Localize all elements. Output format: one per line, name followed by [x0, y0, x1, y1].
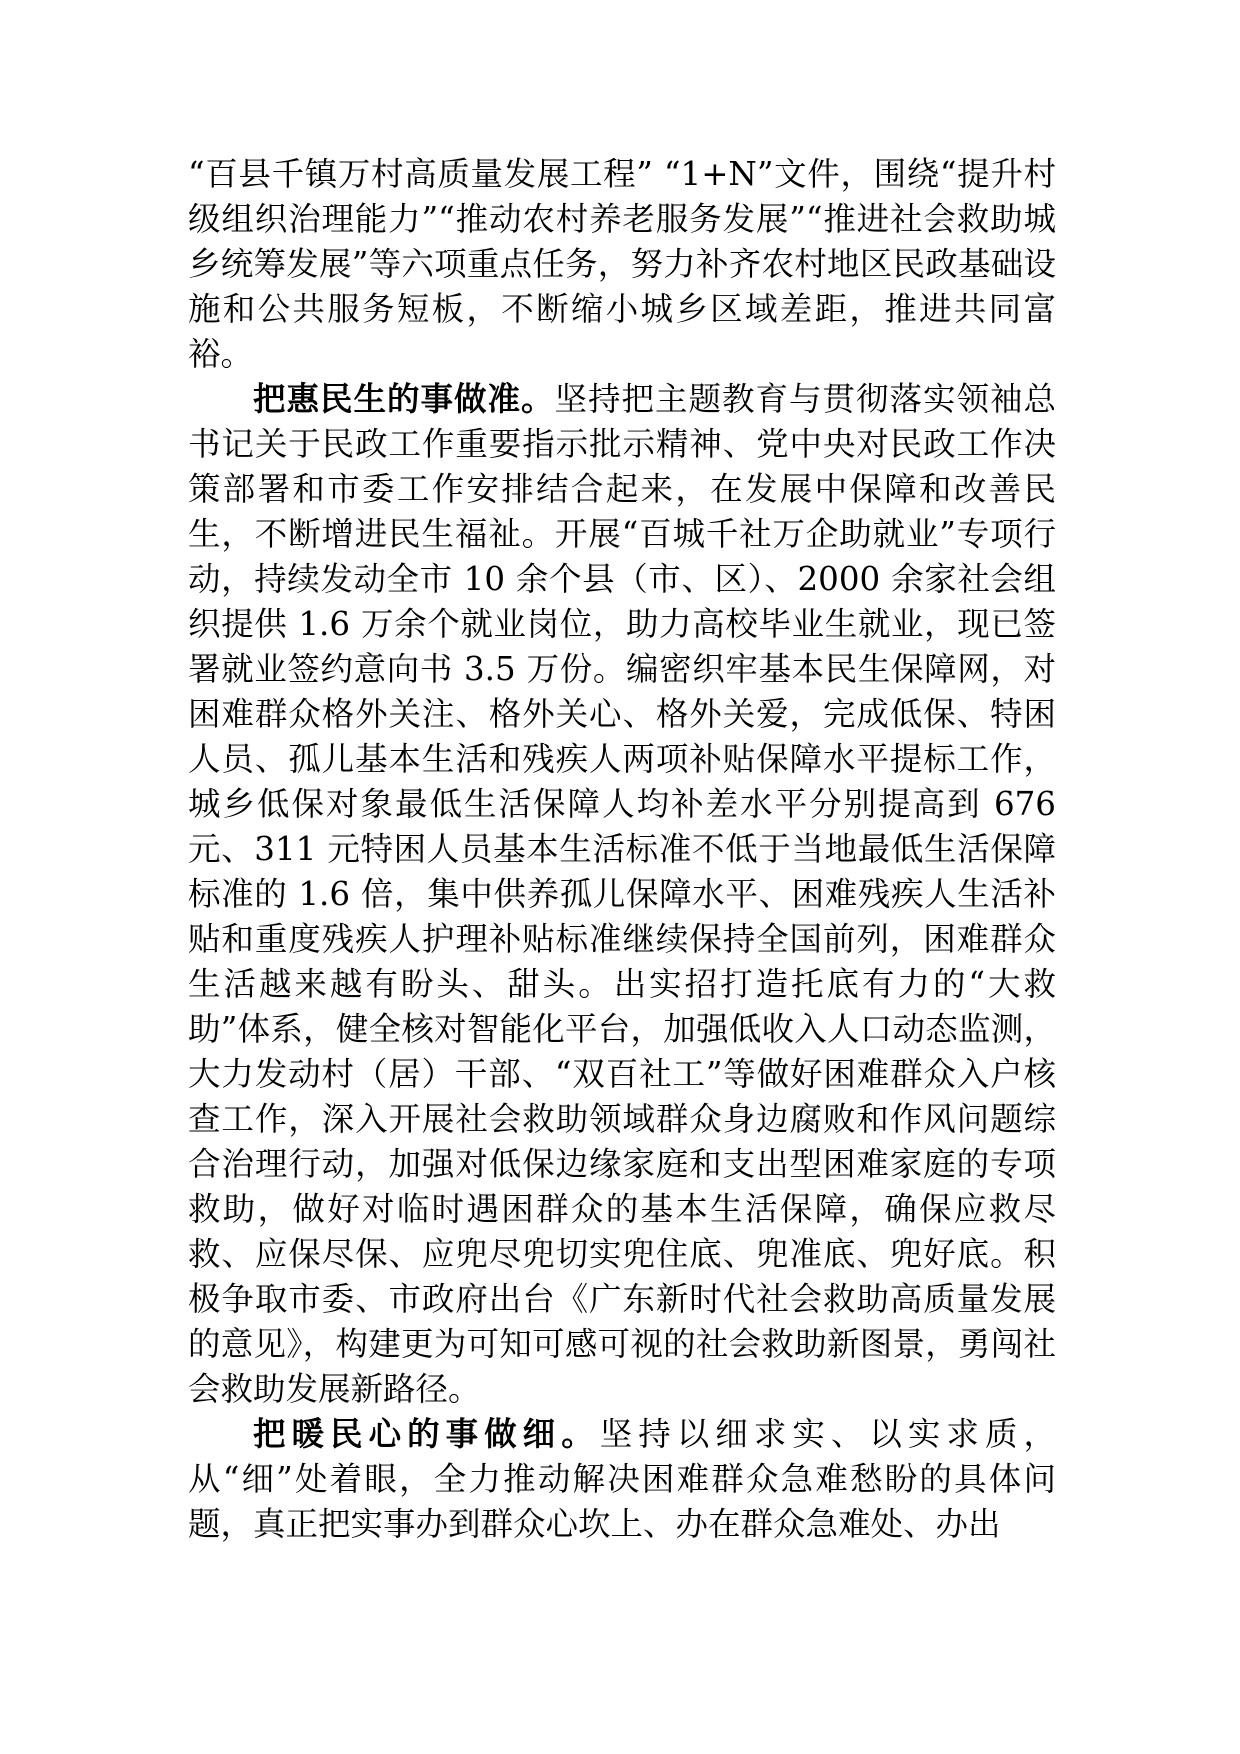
document-body: [188, 152, 1056, 1547]
paragraph-warm-hearts: [188, 1412, 1056, 1547]
paragraph-continuation: [188, 152, 1056, 377]
paragraph-livelihood-precision: [188, 377, 1056, 1412]
paragraph-text: “百县千镇万村高质量发展工程” “1+N”文件，围绕“提升村级组织治理能力”“推动农村养老服务发展”“推进社会救助城乡统筹发展”等六项重点任务，努力补齐农村地区民政基础设施和公共服务短板，不断缩小城乡区域差距，推进共同富裕。: [188, 155, 1056, 373]
paragraph-text: 坚持把主题教育与贯彻落实领袖总书记关于民政工作重要指示批示精神、党中央对民政工作决策部署和市委工作安排结合起来，在发展中保障和改善民生，不断增进民生福祉。开展“百城千社万企助就业”专项行动，持续发动全市 10 余个县（市、区）、2000 余家社会组织提供 1.6 万余个就业岗位，助力高校毕业生就业，现已签署就业签约意向书 3.5 万份。编密织牢基本民生保障网，对困难群众格外关注、格外关心、格外关爱，完成低保、特困人员、孤儿基本生活和残疾人两项补贴保障水平提标工作，城乡低保对象最低生活保障人均补差水平分别提高到 676 元、311 元特困人员基本生活标准不低于当地最低生活保障标准的 1.6 倍，集中供养孤儿保障水平、困难残疾人生活补贴和重度残疾人护理补贴标准继续保持全国前列，困难群众生活越来越有盼头、甜头。出实招打造托底有力的“大救助”体系，健全核对智能化平台，加强低收入人口动态监测，大力发动村（居）干部、“双百社工”等做好困难群众入户核查工作，深入开展社会救助领域群众身边腐败和作风问题综合治理行动，加强对低保边缘家庭和支出型困难家庭的专项救助，做好对临时遇困群众的基本生活保障，确保应救尽救、应保尽保、应兜尽兜切实兜住底、兜准底、兜好底。积极争取市委、市政府出台《广东新时代社会救助高质量发展的意见》，构建更为可知可感可视的社会救助新图景，勇闯社会救助发展新路径。: [188, 380, 1056, 1408]
paragraph-heading: 把惠民生的事做准。: [253, 380, 555, 418]
paragraph-heading: 把暖民心的事做细。: [253, 1415, 600, 1453]
paragraph-text: 坚持以细求实、以实求质，从“细”处着眼，全力推动解决困难群众急难愁盼的具体问题，真正把实事办到群众心坎上、办在群众急难处、办出: [188, 1415, 1056, 1543]
